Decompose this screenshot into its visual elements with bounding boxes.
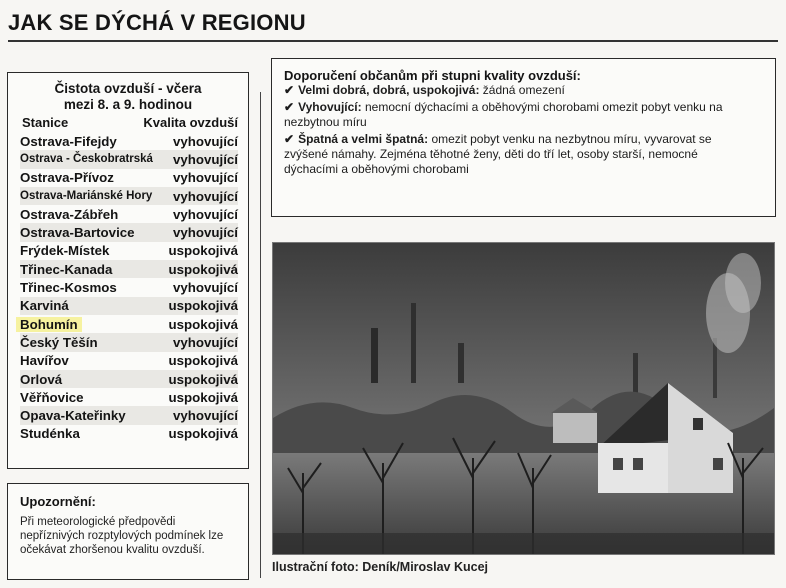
chimney xyxy=(371,328,378,383)
foreground xyxy=(273,533,774,554)
headline-rule xyxy=(8,40,778,42)
recommendation-item xyxy=(284,100,735,130)
station-quality: vyhovující xyxy=(172,206,238,222)
station-name: Havířov xyxy=(20,353,69,369)
window xyxy=(713,458,723,470)
column-station: Stanice xyxy=(22,115,69,130)
station-name: Věřňovice xyxy=(20,389,84,405)
table-row xyxy=(20,150,238,168)
station-quality: vyhovující xyxy=(172,133,238,149)
air-quality-table xyxy=(7,72,249,469)
station-quality: vyhovující xyxy=(172,408,238,424)
recommendations-box xyxy=(271,58,776,217)
recommendation-item xyxy=(284,132,735,177)
table-row xyxy=(20,388,238,406)
table-row xyxy=(20,352,238,370)
station-name: Karviná xyxy=(20,298,69,314)
table-row xyxy=(20,169,238,187)
station-quality: vyhovující xyxy=(172,151,238,167)
chimney xyxy=(633,353,638,393)
table-row xyxy=(20,370,238,388)
chimney xyxy=(411,303,416,383)
station-quality: uspokojivá xyxy=(168,298,238,314)
station-quality: uspokojivá xyxy=(168,353,238,369)
check-icon: ✔ xyxy=(284,132,295,146)
station-quality: uspokojivá xyxy=(168,389,238,405)
title-line-1: Čistota ovzduší - včera xyxy=(54,81,202,96)
station-quality: vyhovující xyxy=(172,225,238,241)
window xyxy=(633,458,643,470)
table-row xyxy=(20,242,238,260)
station-quality: vyhovující xyxy=(172,188,238,204)
station-name: Opava-Kateřinky xyxy=(20,408,126,424)
check-icon: ✔ xyxy=(284,100,295,114)
illustration-photo xyxy=(272,242,775,555)
recommendation-text: žádná omezení xyxy=(479,83,565,97)
table-row xyxy=(20,223,238,241)
warning-box xyxy=(7,483,249,580)
photo-scene xyxy=(273,243,774,554)
table-row xyxy=(20,406,238,424)
chimney xyxy=(458,343,464,383)
air-quality-title xyxy=(8,81,248,113)
warning-text: Při meteorologické předpovědi nepříznivých rozptylových podmínek lze očekávat zhoršenou kvalitu ovzduší. xyxy=(20,516,224,556)
column-quality: Kvalita ovzduší xyxy=(143,115,238,130)
station-name: Frýdek-Místek xyxy=(20,243,110,259)
table-row xyxy=(20,132,238,150)
table-row xyxy=(20,187,238,205)
recommendation-lead: Velmi dobrá, dobrá, uspokojivá: xyxy=(298,83,480,97)
chimney xyxy=(713,338,717,398)
station-quality: vyhovující xyxy=(172,334,238,350)
station-name: Ostrava-Zábřeh xyxy=(20,206,119,222)
station-quality: uspokojivá xyxy=(168,261,238,277)
table-header xyxy=(22,115,238,130)
station-name: Třinec-Kanada xyxy=(20,261,113,277)
station-quality: vyhovující xyxy=(172,170,238,186)
recommendation-text: nemocní dýchacími a oběhovými chorobami omezit pobyt venku na nezbytnou míru xyxy=(284,100,723,129)
station-quality: uspokojivá xyxy=(168,371,238,387)
recommendation-text: omezit pobyt venku na nezbytnou míru, vyvarovat se zvýšené námahy. Zejména těhotné ženy, děti do tří let, osoby starší, nemocné dýchacími a oběhovými chorobami xyxy=(284,132,712,176)
headline: JAK SE DÝCHÁ V REGIONU xyxy=(8,10,306,35)
photo-caption: Ilustrační foto: Deník/Miroslav Kucej xyxy=(272,560,489,574)
station-name: Ostrava - Českobratrská xyxy=(20,153,153,166)
station-name: Ostrava-Přívoz xyxy=(20,170,114,186)
station-name: Bohumín xyxy=(16,317,82,332)
table-row xyxy=(20,205,238,223)
table-row xyxy=(20,278,238,296)
recommendations-title: Doporučení občanům při stupni kvality ovzduší: xyxy=(284,68,581,83)
recommendation-lead: Vyhovující: xyxy=(298,100,362,114)
table-row xyxy=(20,425,238,443)
station-name: Studénka xyxy=(20,426,80,442)
window xyxy=(613,458,623,470)
station-name: Ostrava-Mariánské Hory xyxy=(20,190,153,203)
station-quality: vyhovující xyxy=(172,280,238,296)
column-divider xyxy=(260,92,261,578)
station-quality: uspokojivá xyxy=(168,243,238,259)
table-row xyxy=(20,297,238,315)
station-quality: uspokojivá xyxy=(168,426,238,442)
table-row xyxy=(20,260,238,278)
recommendation-lead: Špatná a velmi špatná: xyxy=(298,132,429,146)
title-line-2: mezi 8. a 9. hodinou xyxy=(63,97,193,112)
station-name: Ostrava-Bartovice xyxy=(20,225,135,241)
station-name: Ostrava-Fifejdy xyxy=(20,133,117,149)
table-row xyxy=(20,333,238,351)
recommendation-item xyxy=(284,83,735,98)
smoke xyxy=(725,253,761,313)
station-name: Třinec-Kosmos xyxy=(20,280,117,296)
table-row xyxy=(20,315,238,333)
station-name: Český Těšín xyxy=(20,334,98,350)
warning-title: Upozornění: xyxy=(20,494,96,509)
building xyxy=(553,413,597,443)
station-list xyxy=(20,132,238,443)
station-name: Orlová xyxy=(20,371,63,387)
check-icon: ✔ xyxy=(284,83,295,97)
window xyxy=(693,418,703,430)
station-quality: uspokojivá xyxy=(168,316,238,332)
